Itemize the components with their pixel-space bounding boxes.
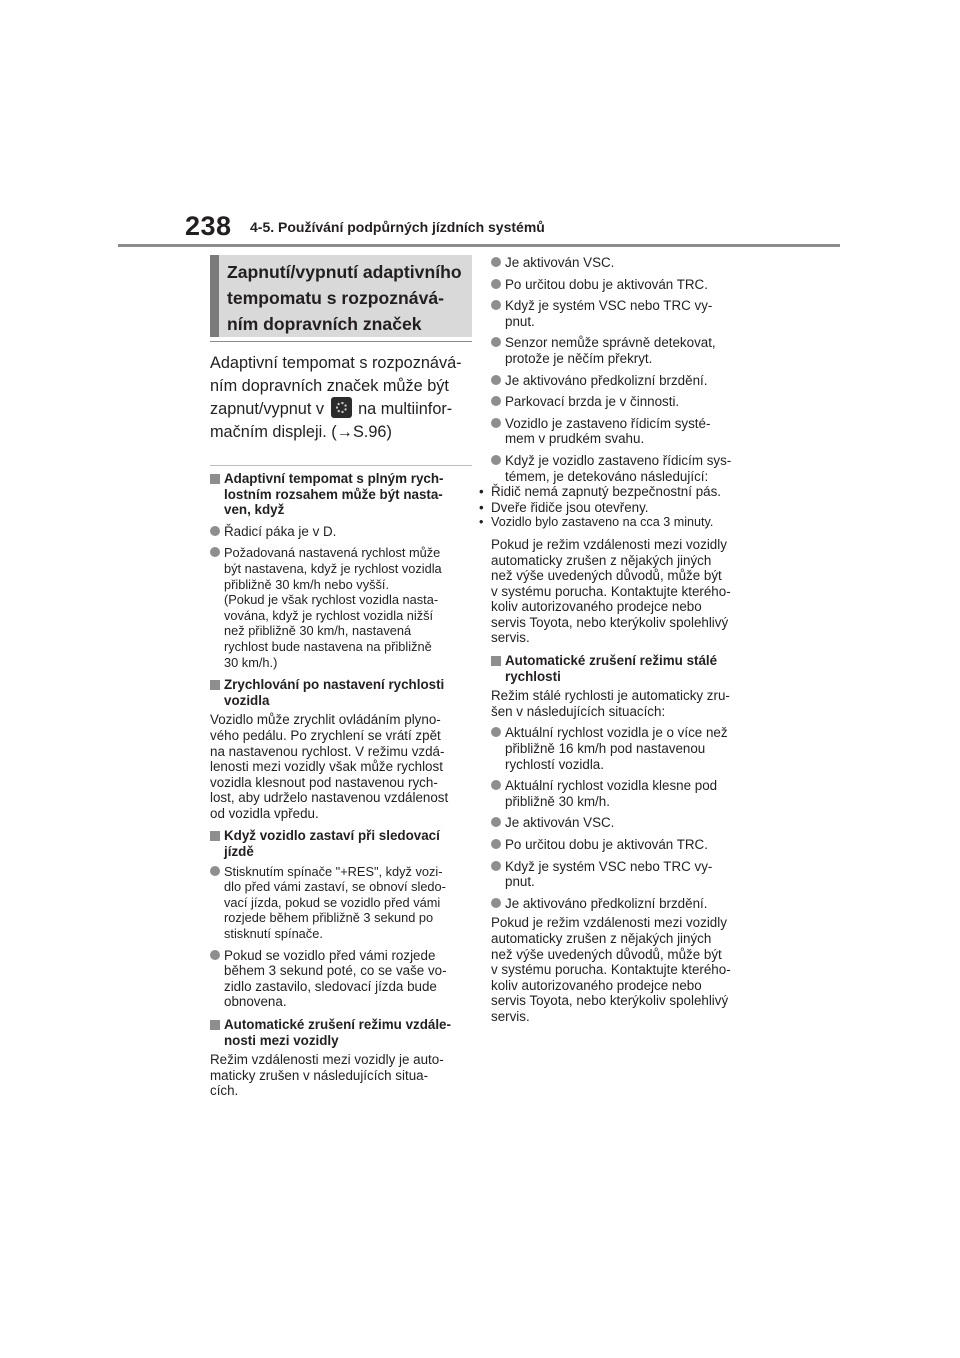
round-bullet-icon [491,817,501,827]
list-item [491,335,753,366]
text-line: vována, když je rychlost vozidla nižší [224,607,434,623]
text-line: Když je systém VSC nebo TRC vy- [505,298,713,314]
settings-icon [331,397,352,418]
text-line: Stisknutím spínače "+RES", když vozi- [224,863,443,879]
text-line: Automatické zrušení režimu stálé [505,653,718,669]
text-line: lost, aby udrželo nastavenou vzdálenost [210,790,449,806]
text-line: dlo před vámi zastaví, se obnoví sledo- [224,879,446,895]
text-line: mem v prudkém svahu. [505,431,645,447]
text-line: servis. [491,630,530,646]
text-line: Dveře řidiče jsou otevřeny. [491,499,649,515]
page-number: 238 [185,211,232,241]
text-line: než výše uvedených důvodů, může být [491,568,722,584]
round-bullet-icon [491,337,501,347]
square-bullet-icon [210,1020,220,1030]
left-column [210,255,472,1099]
round-bullet-icon [491,257,501,267]
text-line: Pokud je režim vzdálenosti mezi vozidly [491,536,727,552]
round-bullet-icon [491,861,501,871]
text-line: rychlosti [505,668,561,684]
list-item [491,859,753,890]
list-item [491,453,753,484]
subheading [491,653,753,684]
paragraph [210,712,472,821]
text-line: Pokud je režim vzdálenosti mezi vozidly [491,915,727,931]
text-line: témem, je detekováno následující: [505,468,709,484]
list-item [210,545,472,670]
round-bullet-icon [210,526,220,536]
text-line: Vozidlo bylo zastaveno na cca 3 minuty. [491,515,714,530]
section-title-line: tempomatu s rozpoznává- [227,288,445,308]
text-line: Automatické zrušení režimu vzdále- [224,1017,451,1032]
list-item [491,837,753,853]
text-line: Aktuální rychlost vozidla klesne pod [505,778,718,794]
text-line: Je aktivováno předkolizní brzdění. [505,895,708,911]
text-line: koliv autorizovaného prodejce nebo [491,977,702,993]
list-item [491,255,753,271]
list-item [210,864,472,942]
round-bullet-icon [491,780,501,790]
intro-text [210,352,472,443]
text-line: automaticky zrušen z nějakých jiných [491,930,712,946]
round-bullet-icon [491,727,501,737]
text-line: servis. [491,1008,530,1024]
list-item [210,948,472,1010]
text-line: v systému porucha. Kontaktujte kterého- [491,962,731,978]
text-line: (Pokud je však rychlost vozidla nasta- [224,592,439,608]
text-line: než přibližně 30 km/h, nastavená [224,623,412,639]
subheading [210,677,472,708]
text-line: Vozidlo je zastaveno řídicím systé- [505,415,711,431]
text-line: než výše uvedených důvodů, může být [491,946,722,962]
round-bullet-icon [491,418,501,428]
separator-rule [210,465,472,466]
section-title-line: Zapnutí/vypnutí adaptivního [227,262,462,282]
subheading [210,1017,472,1048]
text-line: jízdě [224,844,254,860]
list-item [491,373,753,389]
square-bullet-icon [210,680,220,690]
text-line: Požadovaná nastavená rychlost může [224,545,441,561]
intro-line [210,397,472,421]
text-line: cích. [210,1083,239,1099]
sub-list-item [477,515,753,531]
text-line: Řidič nemá zapnutý bezpečnostní pás. [491,484,722,500]
header-rule [118,244,840,247]
text-line: Parkovací brzda je v činnosti. [505,394,680,410]
text-line: Po určitou dobu je aktivován TRC. [505,837,708,852]
text-line: Je aktivován VSC. [505,255,615,270]
right-column [479,255,753,1025]
sub-bullet-marker: • [479,484,484,500]
chapter-title: 4-5. Používání podpůrných jízdních systémů [250,219,545,235]
list-item [491,298,753,329]
paragraph [210,1052,472,1099]
text-line: Senzor nemůže správně detekovat, [505,335,716,351]
text-line: Zrychlování po nastavení rychlosti [224,677,445,693]
text-line: stisknutí spínače. [224,926,323,942]
round-bullet-icon [491,279,501,289]
square-bullet-icon [210,831,220,841]
round-bullet-icon [491,300,501,310]
text-line: Je aktivováno předkolizní brzdění. [505,372,708,388]
sub-list-item [477,484,753,500]
list-item [491,725,753,772]
square-bullet-icon [210,474,220,484]
round-bullet-icon [210,950,220,960]
text-line: servis Toyota, nebo kterýkoliv spolehlivý [491,993,729,1009]
text-line: Je aktivován VSC. [505,815,615,831]
subheading [210,471,472,518]
text-line: na nastavenou rychlost. V režimu vzdá- [210,743,445,759]
list-item [210,524,472,540]
text-line: Adaptivní tempomat s plným rych- [224,471,444,486]
text-line: lostním rozsahem může být nasta- [224,486,443,502]
intro-line: mačním displeji. (→S.96) [210,422,392,441]
list-item [491,277,753,293]
paragraph [491,688,753,719]
paragraph [491,915,753,1024]
text-line: protože je něčím překryt. [505,350,653,366]
text-line: Pokud se vozidlo před vámi rozjede [224,947,436,963]
text-line: obnovena. [224,994,287,1010]
round-bullet-icon [491,455,501,465]
intro-line: ním dopravních značek může být [210,376,449,395]
text-line: být nastavena, když je rychlost vozidla [224,560,442,576]
text-line: přibližně 30 km/h. [505,793,610,809]
text-line: nosti mezi vozidly [224,1032,339,1048]
paragraph [491,537,753,646]
square-bullet-icon [491,656,501,666]
text-line: 30 km/h.) [224,654,278,670]
text-line: Po určitou dobu je aktivován TRC. [505,276,708,292]
text-line: vého pedálu. Po zrychlení se vrátí zpět [210,727,441,743]
text-line: Režim stálé rychlosti je automaticky zru- [491,688,730,704]
text-line: v systému porucha. Kontaktujte kterého- [491,583,731,599]
text-line: Vozidlo může zrychlit ovládáním plyno- [210,712,441,728]
round-bullet-icon [491,396,501,406]
text-line: přibližně 16 km/h pod nastavenou [505,741,706,757]
section-title-box [210,255,472,337]
text-line: přibližně 30 km/h nebo vyšší. [224,576,390,592]
subheading [210,828,472,859]
list-item [491,394,753,410]
round-bullet-icon [491,375,501,385]
list-item [491,778,753,809]
list-item [491,896,753,912]
text-line: lenosti mezi vozidly však může rychlost [210,759,443,775]
text-line: od vozidla vpředu. [210,805,319,821]
text-line: rychlostí vozidla. [505,756,604,772]
text-line: vozidla [224,692,270,708]
text-line: Když je vozidlo zastaveno řídicím sys- [505,452,732,468]
intro-line-part: zapnut/vypnut v [210,400,325,418]
section-title-rule [210,341,472,342]
list-item [491,815,753,831]
text-line: pnut. [505,313,535,329]
round-bullet-icon [491,898,501,908]
text-line: Režim vzdálenosti mezi vozidly je auto- [210,1052,444,1068]
text-line: koliv autorizovaného prodejce nebo [491,599,702,615]
text-line: zidlo zastavilo, sledovací jízda bude [224,978,437,994]
text-line: Když vozidlo zastaví při sledovací [224,828,440,844]
intro-line: Adaptivní tempomat s rozpoznává- [210,354,462,372]
text-line: vací jízda, pokud se vozidlo před vámi [224,894,441,910]
text-line: Aktuální rychlost vozidla je o více než [505,725,728,741]
text-line: během 3 sekund poté, co se vaše vo- [224,963,447,979]
text-line: ven, když [224,502,285,518]
round-bullet-icon [210,547,220,557]
section-title-line: ním dopravních značek [227,314,422,334]
text-line: rychlost bude nastavena na přibližně [224,638,432,654]
text-line: rozjede během přibližně 3 sekund po [224,910,434,926]
round-bullet-icon [491,839,501,849]
text-line: automaticky zrušen z nějakých jiných [491,552,712,568]
intro-line-part: na multiinfor- [358,400,453,418]
list-item [491,416,753,447]
text-line: pnut. [505,874,535,890]
text-line: maticky zrušen v následujících situa- [210,1067,429,1083]
text-line: Když je systém VSC nebo TRC vy- [505,858,713,874]
text-line: servis Toyota, nebo kterýkoliv spolehlivý [491,614,729,630]
sub-bullet-marker: • [479,515,484,530]
text-line: šen v následujících situacích: [491,703,666,719]
round-bullet-icon [210,866,220,876]
text-line: vozidla klesnout pod nastavenou rych- [210,774,438,790]
text-line: Řadicí páka je v D. [224,523,337,539]
sub-bullet-marker: • [479,499,484,515]
sub-list-item [477,500,753,516]
